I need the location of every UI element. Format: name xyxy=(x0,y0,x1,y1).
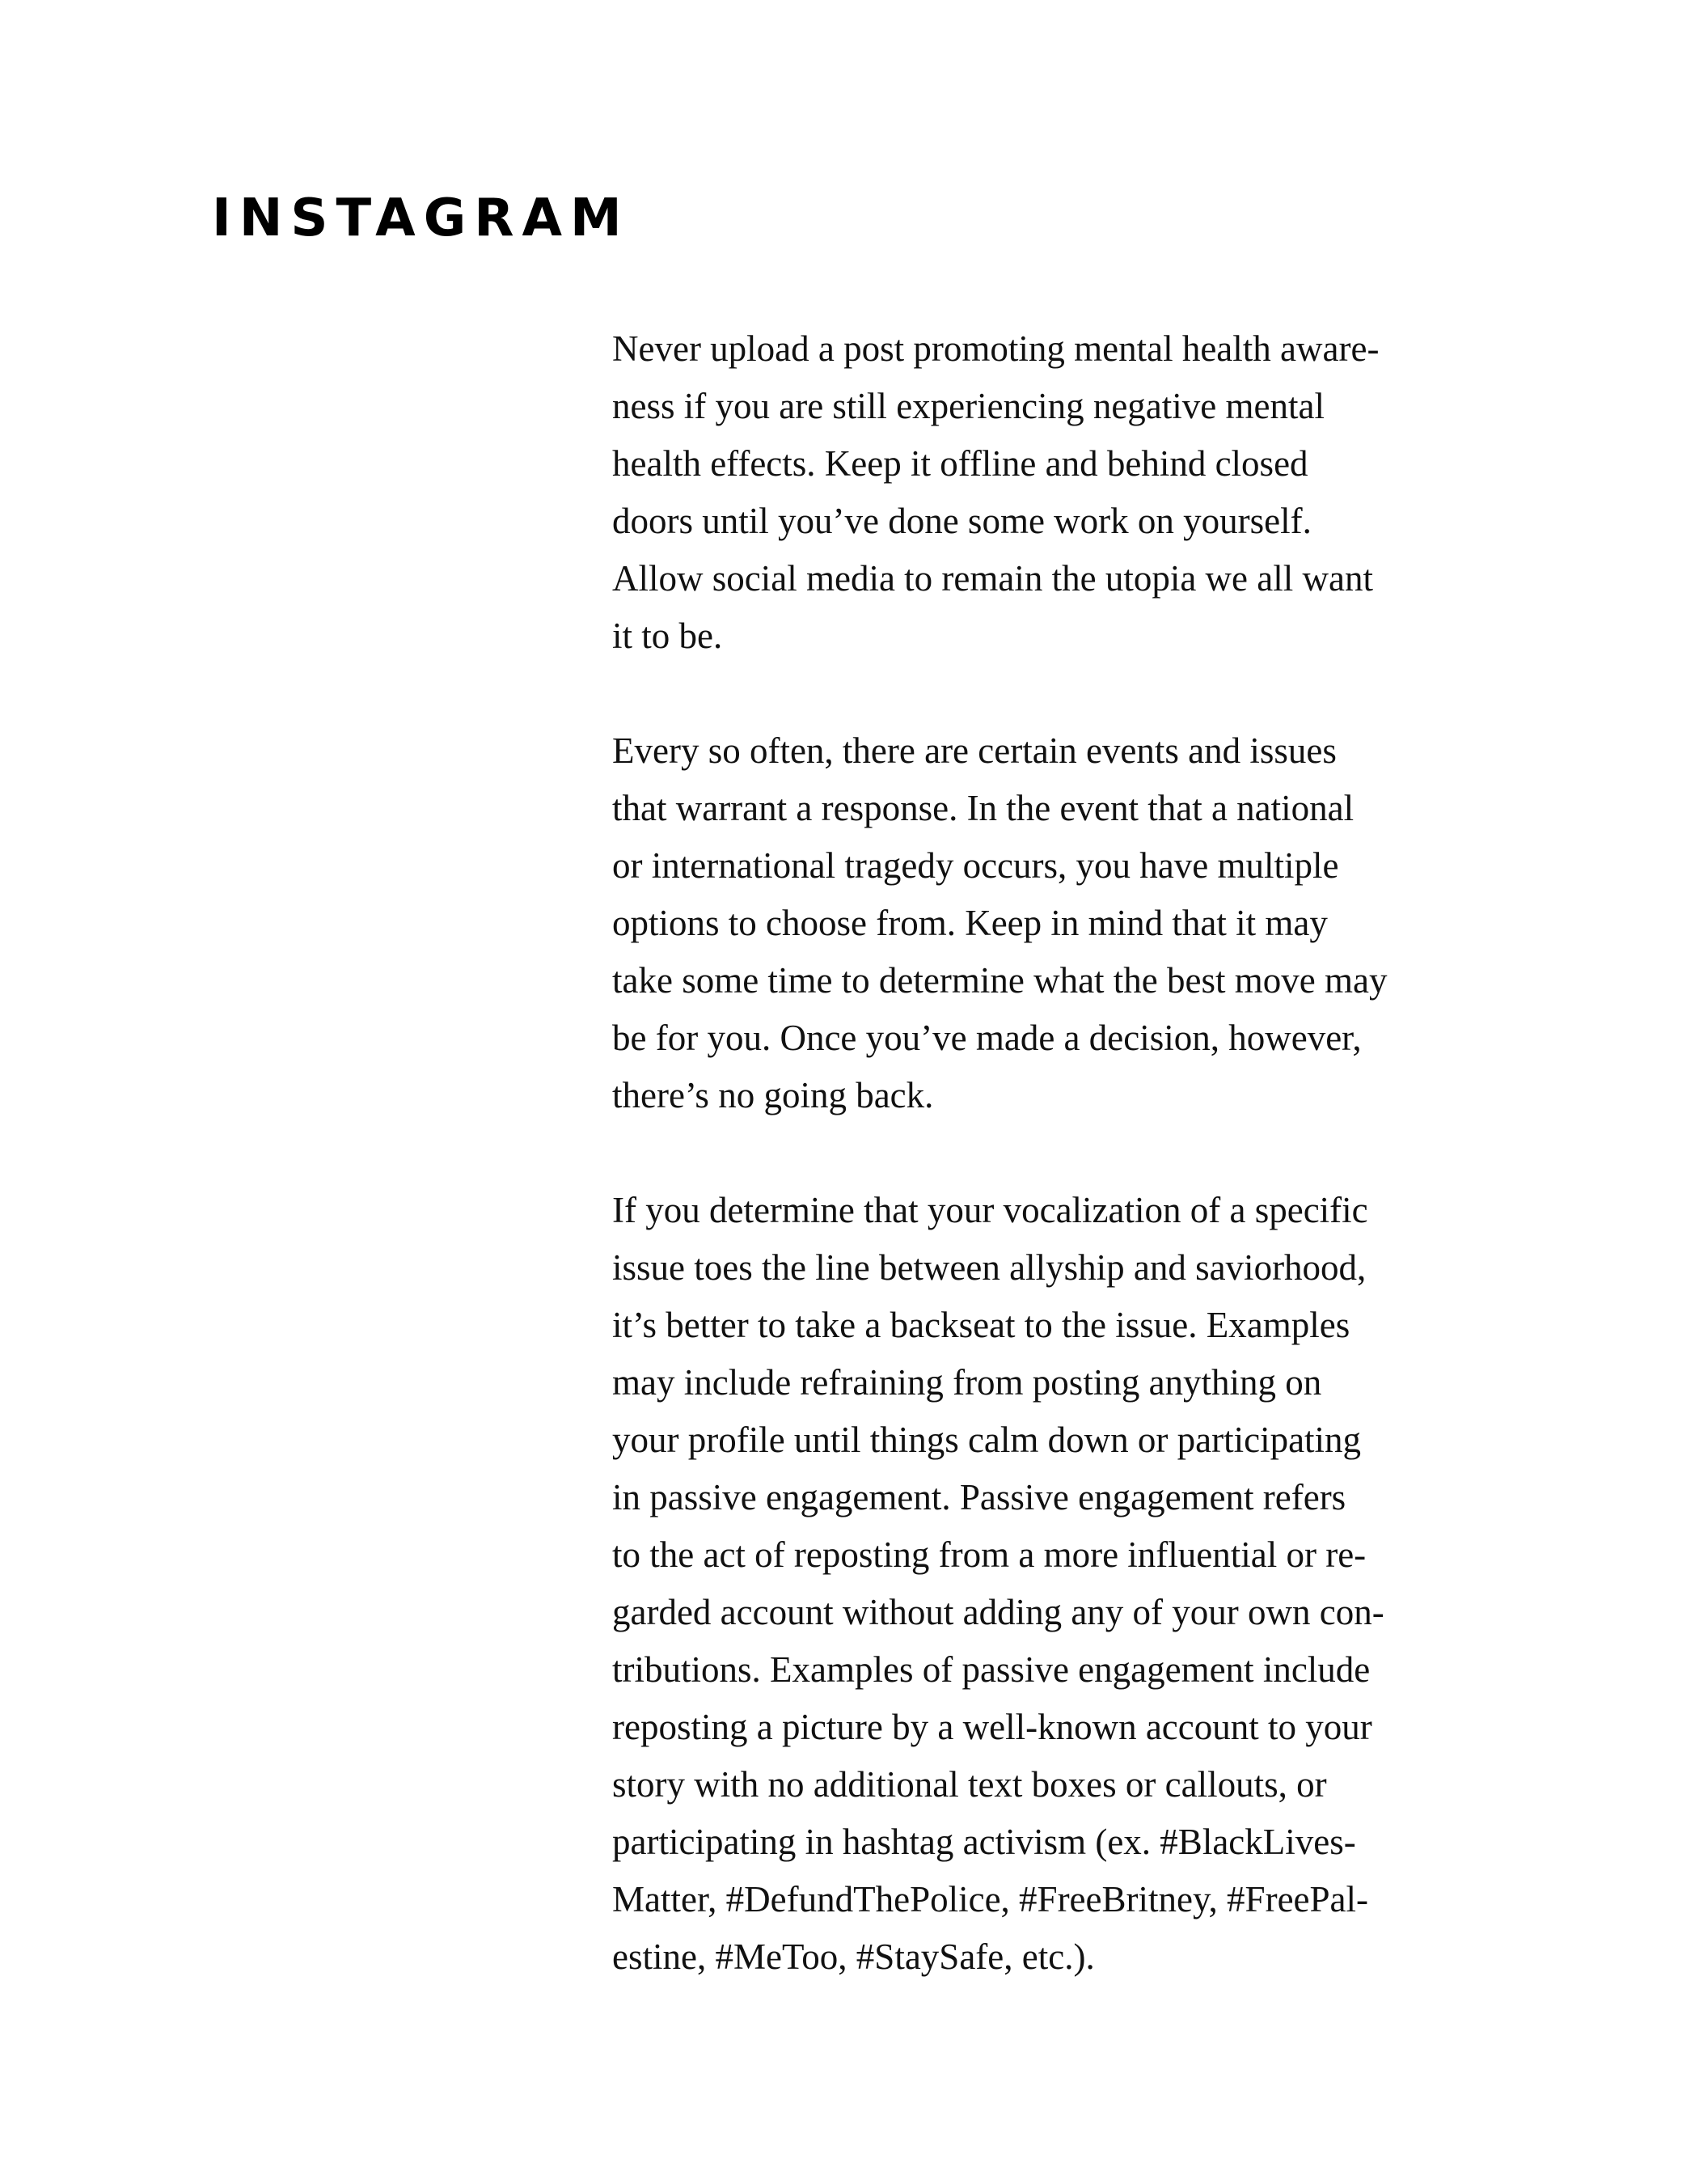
text-line: ness if you are still experiencing negative mental xyxy=(612,386,1325,426)
body-text xyxy=(612,320,1421,2043)
text-line: garded account without adding any of your own con- xyxy=(612,1592,1384,1632)
text-line: tributions. Examples of passive engagement include xyxy=(612,1649,1371,1690)
text-line: health effects. Keep it offline and behind closed xyxy=(612,443,1308,484)
text-line: issue toes the line between allyship and saviorhood, xyxy=(612,1247,1367,1288)
text-line: there’s no going back. xyxy=(612,1075,934,1115)
text-line: options to choose from. Keep in mind that it may xyxy=(612,903,1328,943)
text-line: that warrant a response. In the event that a national xyxy=(612,788,1355,828)
text-line: estine, #MeToo, #StaySafe, etc.). xyxy=(612,1936,1095,1977)
text-line: Never upload a post promoting mental health aware- xyxy=(612,328,1380,369)
text-line: reposting a picture by a well-known account to your xyxy=(612,1707,1372,1747)
text-line: participating in hashtag activism (ex. #BlackLives- xyxy=(612,1822,1356,1862)
text-line: it’s better to take a backseat to the issue. Examples xyxy=(612,1305,1350,1345)
text-line: your profile until things calm down or participating xyxy=(612,1420,1362,1460)
text-line: story with no additional text boxes or callouts, or xyxy=(612,1764,1327,1805)
text-line: If you determine that your vocalization of a specific xyxy=(612,1190,1368,1230)
text-line: in passive engagement. Passive engagement refers xyxy=(612,1477,1346,1517)
paragraph-passive-engagement xyxy=(612,1182,1421,1986)
text-line: may include refraining from posting anything on xyxy=(612,1362,1322,1403)
text-line: to the act of reposting from a more influential or re- xyxy=(612,1534,1367,1575)
text-line: or international tragedy occurs, you have multiple xyxy=(612,845,1339,886)
text-line: Matter, #DefundThePolice, #FreeBritney, #FreePal- xyxy=(612,1879,1369,1919)
paragraph-mental-health xyxy=(612,320,1421,665)
section-heading: INSTAGRAM xyxy=(212,188,630,248)
text-line: take some time to determine what the best move may xyxy=(612,960,1388,1001)
text-line: it to be. xyxy=(612,616,723,656)
text-line: be for you. Once you’ve made a decision, however, xyxy=(612,1018,1362,1058)
text-line: doors until you’ve done some work on yourself. xyxy=(612,501,1312,541)
text-line: Allow social media to remain the utopia we all want xyxy=(612,558,1373,599)
text-line: Every so often, there are certain events and issues xyxy=(612,730,1337,771)
paragraph-events-response xyxy=(612,722,1421,1124)
